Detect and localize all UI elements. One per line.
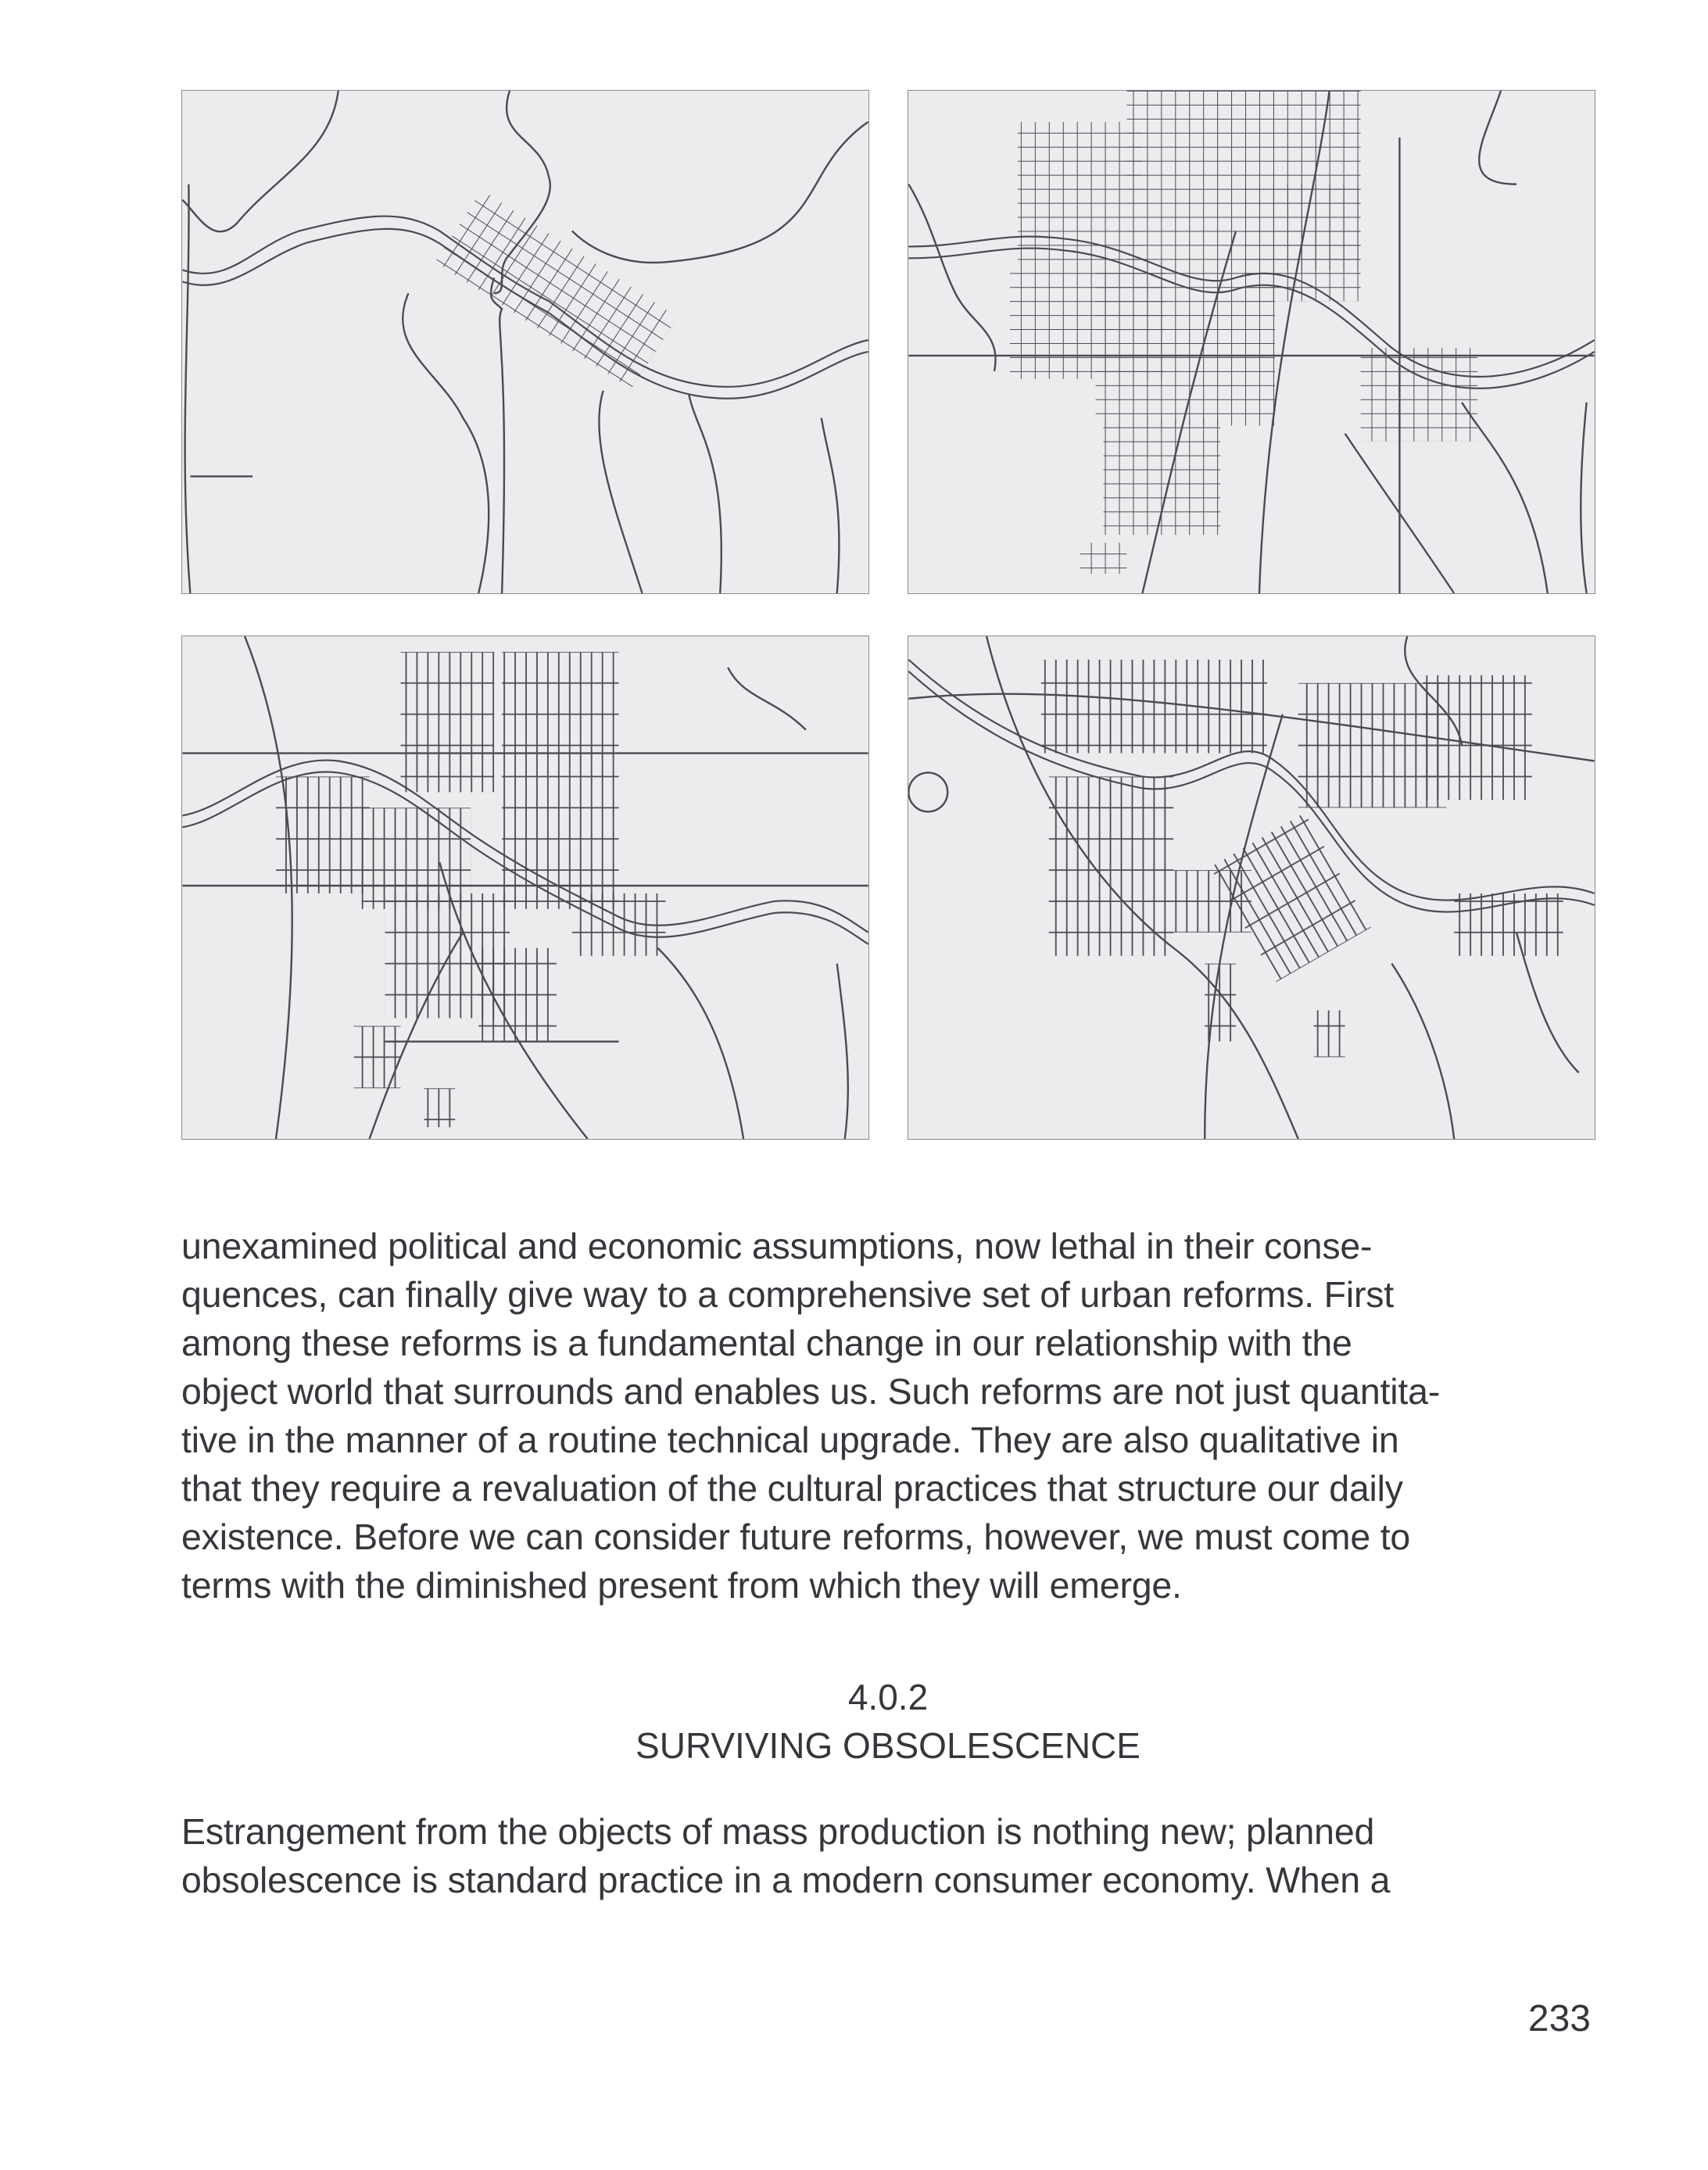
text-line: unexamined political and economic assumptions, now lethal in their conse- — [181, 1226, 1373, 1266]
text-line: among these reforms is a fundamental change in our relationship with the — [181, 1323, 1352, 1363]
section-number: 4.0.2 — [847, 1677, 929, 1717]
map-stage-2 — [908, 90, 1595, 594]
text-line: terms with the diminished present from which they will emerge. — [181, 1565, 1182, 1606]
map-stage-4 — [908, 636, 1595, 1140]
page-number: 233 — [1527, 1998, 1591, 2039]
text-line: tive in the manner of a routine technical upgrade. They are also qualitative in — [181, 1420, 1399, 1460]
text-line: existence. Before we can consider future reforms, however, we must come to — [181, 1516, 1411, 1557]
text-line: Estrangement from the objects of mass production is nothing new; planned — [181, 1811, 1375, 1852]
text-line: obsolescence is standard practice in a modern consumer economy. When a — [181, 1860, 1391, 1900]
text-line: object world that surrounds and enables us. Such reforms are not just quantita- — [181, 1371, 1441, 1412]
text-line: that they require a revaluation of the cultural practices that structure our daily — [181, 1468, 1403, 1509]
map-stage-1 — [181, 90, 869, 594]
map-stage-3 — [181, 636, 869, 1140]
body-paragraph-2 — [181, 1807, 1604, 1904]
body-paragraph-1 — [181, 1222, 1604, 1610]
section-title: SURVIVING OBSOLESCENCE — [636, 1725, 1140, 1766]
text-line: quences, can finally give way to a comprehensive set of urban reforms. First — [181, 1274, 1395, 1315]
